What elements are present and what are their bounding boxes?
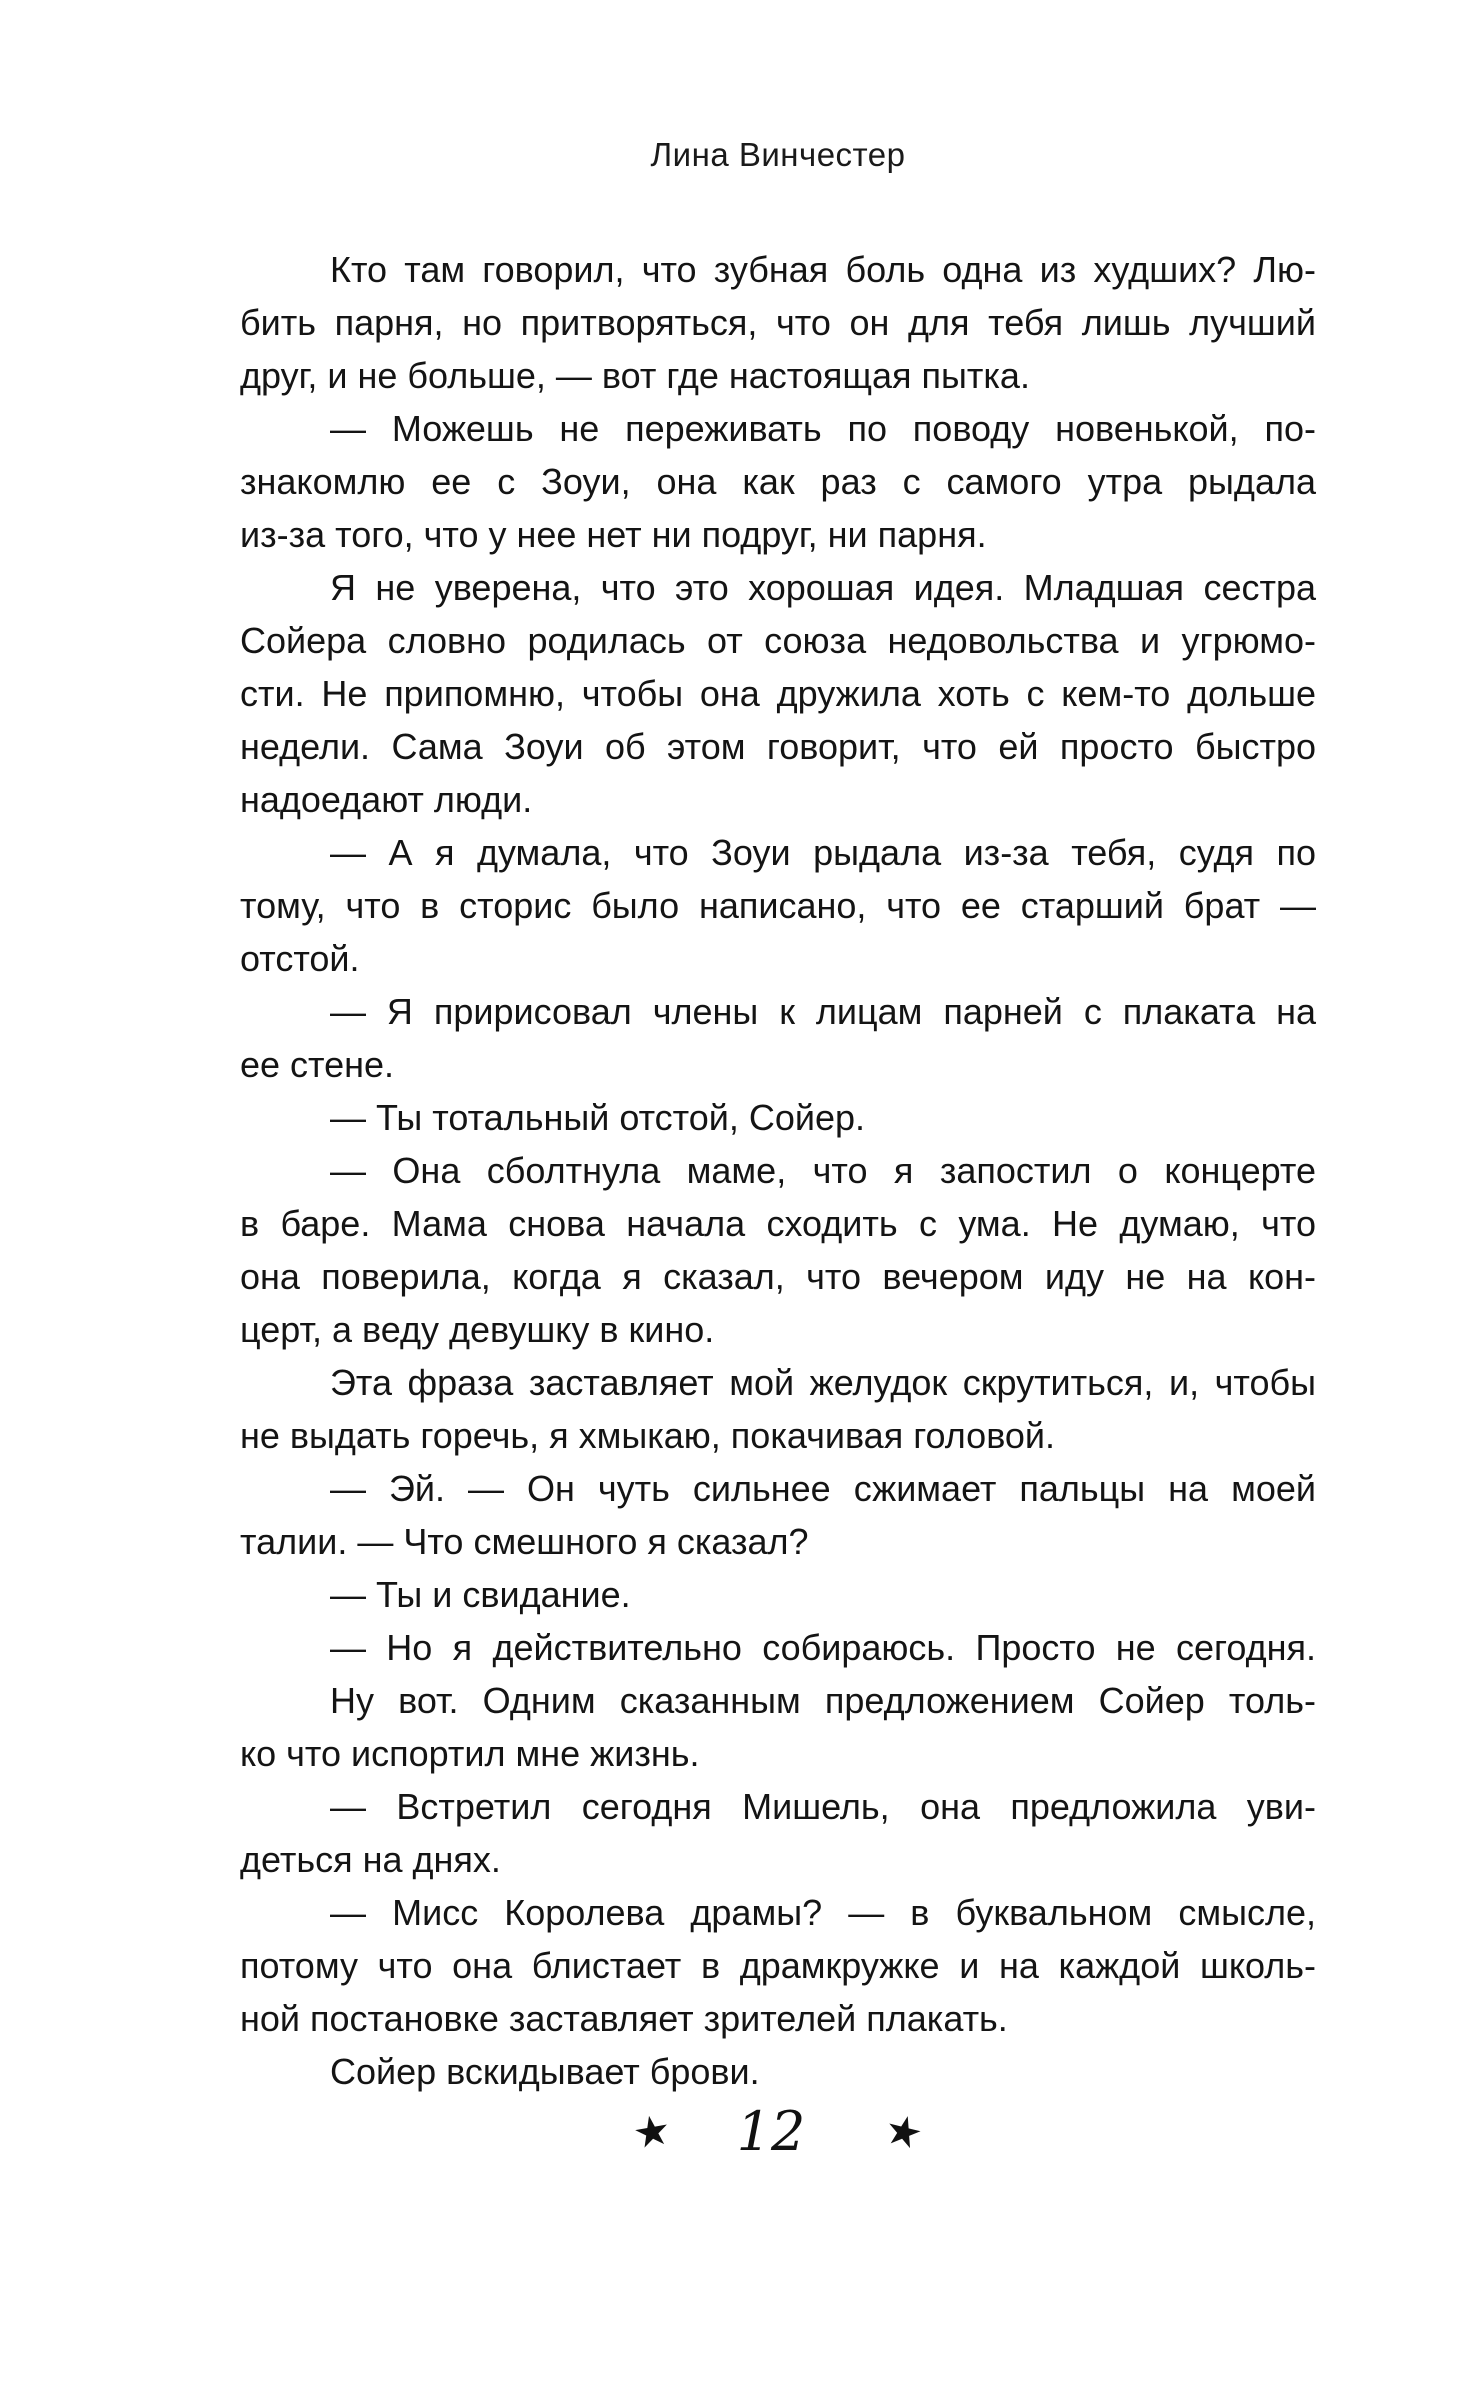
- paragraph: [240, 2045, 1316, 2098]
- text-line: — Но я действительно собираюсь. Просто не сегодня.: [330, 1627, 1316, 1668]
- text-line: — Ты и свидание.: [330, 1574, 631, 1615]
- star-icon-left: ★: [629, 2105, 675, 2158]
- text-line: Я не уверена, что это хорошая идея. Младшая сестра: [330, 567, 1316, 608]
- text-line: тому, что в сторис было написано, что ее старший брат —: [240, 885, 1316, 926]
- paragraph: [240, 1674, 1316, 1780]
- paragraph: [240, 561, 1316, 826]
- paragraph: [240, 1144, 1316, 1356]
- paragraph: [240, 1780, 1316, 1886]
- paragraph: [240, 1462, 1316, 1568]
- text-line: — Ты тотальный отстой, Сойер.: [330, 1097, 866, 1138]
- text-line: деться на днях.: [240, 1839, 501, 1880]
- text-line: Сойер вскидывает брови.: [330, 2051, 760, 2092]
- text-line: бить парня, но притворяться, что он для тебя лишь лучший: [240, 302, 1316, 343]
- text-line: в баре. Мама снова начала сходить с ума. Не думаю, что: [240, 1203, 1316, 1244]
- paragraph: [240, 826, 1316, 985]
- text-line: Сойера словно родилась от союза недовольства и угрюмо-: [240, 620, 1316, 661]
- text-line: ко что испортил мне жизнь.: [240, 1733, 700, 1774]
- text-line: ее стене.: [240, 1044, 395, 1085]
- text-line: из-за того, что у нее нет ни подруг, ни парня.: [240, 514, 987, 555]
- text-line: сти. Не припомню, чтобы она дружила хоть с кем-то дольше: [240, 673, 1316, 714]
- text-line: не выдать горечь, я хмыкаю, покачивая головой.: [240, 1415, 1056, 1456]
- text-line: Кто там говорил, что зубная боль одна из худших? Лю-: [330, 249, 1316, 290]
- text-line: ной постановке заставляет зрителей плакать.: [240, 1998, 1008, 2039]
- paragraph: [240, 402, 1316, 561]
- text-line: — Я пририсовал члены к лицам парней с плаката на: [330, 991, 1316, 1032]
- text-line: — Она сболтнула маме, что я запостил о концерте: [330, 1150, 1316, 1191]
- paragraph: [240, 1091, 1316, 1144]
- paragraph: [240, 985, 1316, 1091]
- text-line: Ну вот. Одним сказанным предложением Сойер толь-: [330, 1680, 1316, 1721]
- text-line: друг, и не больше, — вот где настоящая пытка.: [240, 355, 1030, 396]
- paragraph: [240, 1621, 1316, 1674]
- text-line: церт, а веду девушку в кино.: [240, 1309, 715, 1350]
- paragraph: [240, 1356, 1316, 1462]
- text-line: отстой.: [240, 938, 360, 979]
- running-head-author: Лина Винчестер: [650, 136, 906, 173]
- text-line: талии. — Что смешного я сказал?: [240, 1521, 809, 1562]
- page-number: 12: [736, 2100, 806, 2163]
- text-line: недели. Сама Зоуи об этом говорит, что ей просто быстро: [240, 726, 1316, 767]
- paragraph: [240, 243, 1316, 402]
- text-line: Эта фраза заставляет мой желудок скрутиться, и, чтобы: [330, 1362, 1316, 1403]
- text-line: знакомлю ее с Зоуи, она как раз с самого утра рыдала: [240, 461, 1316, 502]
- star-icon-right: ★: [880, 2104, 929, 2159]
- text-line: — Мисс Королева драмы? — в буквальном смысле,: [330, 1892, 1316, 1933]
- text-line: потому что она блистает в драмкружке и на каждой школь-: [240, 1945, 1316, 1986]
- text-line: — Встретил сегодня Мишель, она предложила уви-: [330, 1786, 1316, 1827]
- paragraph: [240, 1568, 1316, 1621]
- text-line: она поверила, когда я сказал, что вечером иду не на кон-: [240, 1256, 1316, 1297]
- text-line: — Эй. — Он чуть сильнее сжимает пальцы на моей: [330, 1468, 1316, 1509]
- body-text: [240, 243, 1316, 2098]
- page-footer: [240, 2100, 1316, 2164]
- text-line: — А я думала, что Зоуи рыдала из-за тебя, судя по: [330, 832, 1316, 873]
- paragraph: [240, 1886, 1316, 2045]
- text-line: надоедают люди.: [240, 779, 533, 820]
- text-line: — Можешь не переживать по поводу новенькой, по-: [330, 408, 1316, 449]
